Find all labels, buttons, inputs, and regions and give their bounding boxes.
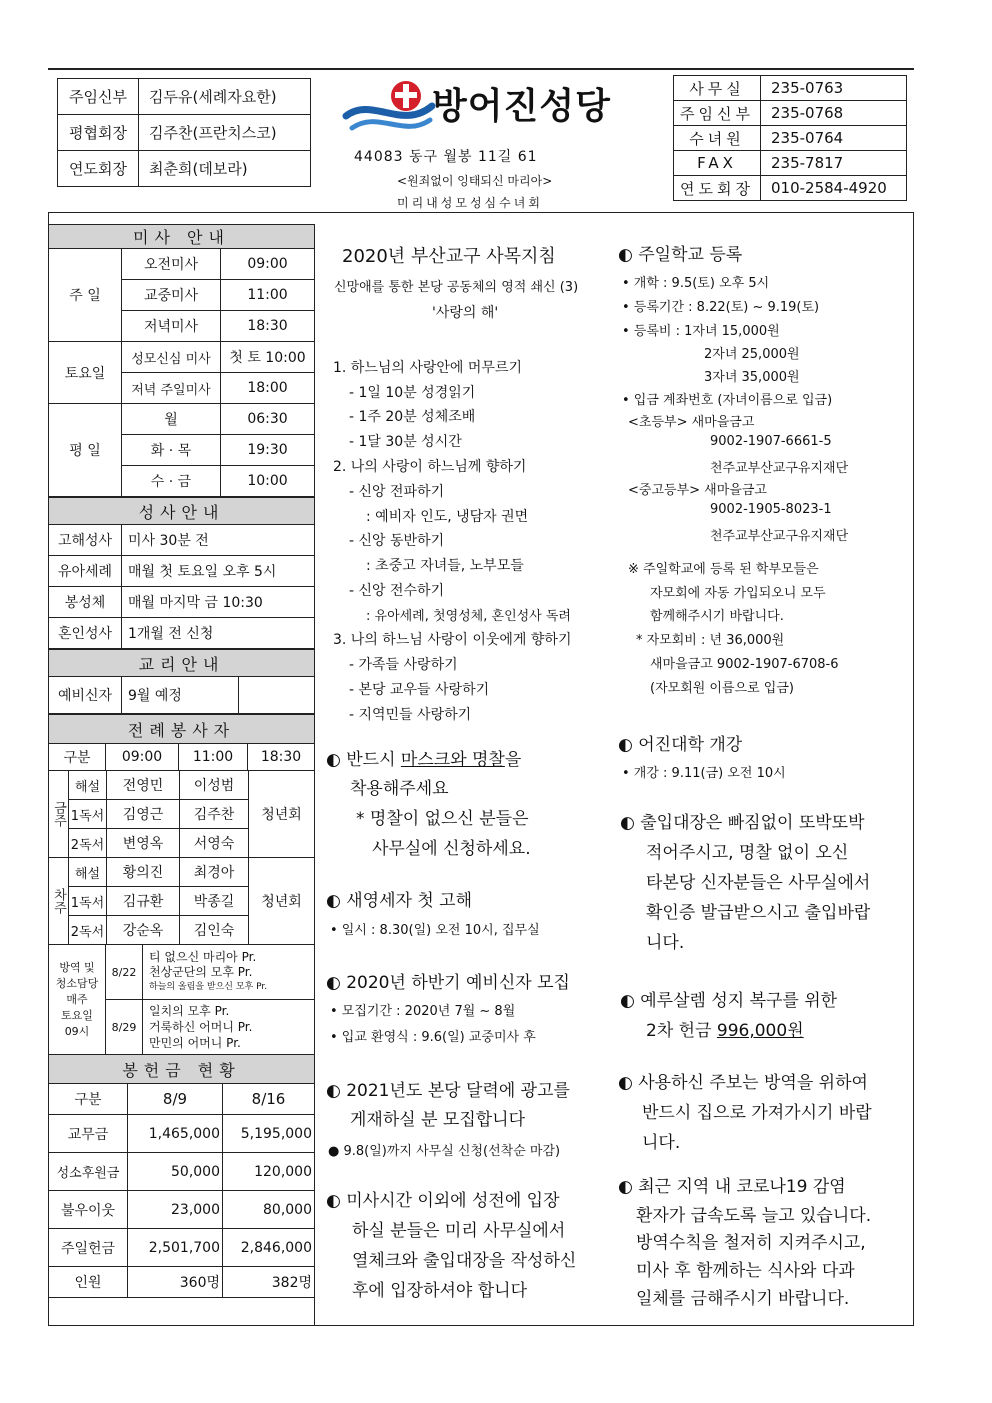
covid-notice: 환자가 급속도록 늘고 있습니다. [636, 1206, 872, 1226]
pastoral-line: 2. 나의 사랑이 하느님께 향하기 [333, 459, 527, 475]
sunday-school-line: 2자녀 25,000원 [704, 347, 800, 362]
offering-label: 불우이웃 [49, 1191, 128, 1229]
sunday-school-line: • 등록비 : 1자녀 15,000원 [622, 324, 780, 339]
mass-time: 09:00 [221, 249, 315, 280]
sunday-school-line: • 개학 : 9.5(토) 오후 5시 [622, 276, 770, 291]
offering-amount: 2,501,700 [128, 1229, 223, 1267]
contact-label: 수녀원 [674, 126, 761, 151]
entry-notice: ◐ 미사시간 이외에 성전에 입장 [326, 1191, 560, 1211]
entry-notice: 열체크와 출입대장을 작성하신 [352, 1251, 577, 1271]
sunday-school-line: 함께해주시기 바랍니다. [650, 609, 784, 624]
sunday-school-line: ※ 주일학교에 등록 된 학부모들은 [628, 562, 819, 577]
clergy-label: 평협회장 [58, 115, 139, 151]
offering-label: 인원 [49, 1267, 128, 1298]
entry-notice: 후에 입장하셔야 합니다 [352, 1281, 528, 1301]
contact-label: 주임신부 [674, 101, 761, 126]
role-label: 1독서 [69, 887, 107, 916]
calendar-title: 게재하실 분 모집합니다 [350, 1110, 526, 1130]
sunday-school-line: 천주교부산교구유지재단 [710, 461, 849, 476]
offering-amount: 5,195,000 [223, 1115, 315, 1153]
doctrine-title: 교리안내 [49, 650, 315, 677]
sunday-school-title: ◐ 주일학교 등록 [618, 245, 743, 265]
pastoral-line: : 예비자 인도, 냉담자 권면 [366, 509, 529, 525]
register-notice: ◐ 출입대장은 빠짐없이 또박또박 [620, 813, 865, 833]
confession-body: • 일시 : 8.30(일) 오전 10시, 집무실 [330, 923, 540, 938]
mass-name: 화 · 목 [122, 435, 221, 466]
offering-label: 교무금 [49, 1115, 128, 1153]
week-label: 금주 [49, 771, 69, 858]
sacrament-label: 봉성체 [49, 587, 122, 618]
mass-name: 성모신심 미사 [122, 342, 221, 373]
server-name: 김영근 [107, 800, 180, 829]
jerusalem-amount [646, 1016, 804, 1041]
server-name: 김주찬 [180, 800, 249, 829]
mass-time: 06:30 [221, 404, 315, 435]
mass-time: 10:00 [221, 466, 315, 497]
mass-name: 오전미사 [122, 249, 221, 280]
offering-amount: 80,000 [223, 1191, 315, 1229]
sunday-school-line: 3자녀 35,000원 [704, 370, 800, 385]
sacrament-label: 고해성사 [49, 525, 122, 556]
bulletin-notice: 반드시 집으로 가져가시기 바랍 [642, 1103, 872, 1123]
catechumen-title: ◐ 2020년 하반기 예비신자 모집 [326, 973, 570, 993]
cleaning-date: 8/29 [106, 1000, 143, 1055]
doctrine-blank [239, 677, 315, 714]
sunday-school-line: • 입금 계좌번호 (자녀이름으로 입금) [622, 393, 833, 408]
mass-name: 저녁 주일미사 [122, 373, 221, 404]
sunday-school-line: 새마을금고 9002-1907-6708-6 [650, 657, 839, 672]
sacrament-value: 1개월 전 신청 [122, 618, 315, 649]
server-name: 김인숙 [180, 916, 249, 945]
server-name: 변영옥 [107, 829, 180, 858]
contact-label: FAX [674, 151, 761, 176]
role-label: 2독서 [69, 916, 107, 945]
register-notice: 적어주시고, 명찰 없이 오신 [646, 843, 849, 863]
offering-amount: 120,000 [223, 1153, 315, 1191]
mass-name: 수 · 금 [122, 466, 221, 497]
contact-value: 235-0768 [761, 101, 907, 126]
register-notice: 타본당 신자분들은 사무실에서 [646, 873, 871, 893]
pastoral-line: - 신앙 전파하기 [349, 484, 445, 500]
pastoral-line: - 본당 교우들 사랑하기 [349, 682, 490, 698]
cleaning-group: 일치의 모후 Pr. [149, 1004, 230, 1018]
offering-header: 8/16 [223, 1084, 315, 1115]
sunday-school-line: <초등부> 새마을금고 [628, 415, 755, 430]
pastoral-line: - 1일 10분 성경읽기 [349, 385, 476, 401]
role-label: 해설 [69, 771, 107, 800]
cleaning-label-line: 청소담당 [55, 976, 99, 990]
sacrament-title: 성사안내 [49, 498, 315, 525]
sacrament-value: 매월 첫 토요일 오후 5시 [122, 556, 315, 587]
offering-amount: 23,000 [128, 1191, 223, 1229]
clergy-label: 연도회장 [58, 151, 139, 187]
week-label: 차주 [49, 858, 69, 945]
liturgy-week-table [48, 770, 315, 945]
sunday-label: 주 일 [49, 249, 122, 342]
clergy-label: 주임신부 [58, 79, 139, 115]
covid-notice: 일체를 금해주시기 바랍니다. [636, 1289, 850, 1309]
doctrine-label: 예비신자 [49, 677, 122, 714]
clergy-value: 김주찬(프란치스코) [139, 115, 311, 151]
offering-amount: 382명 [223, 1267, 315, 1298]
sunday-school-line: 자모회에 자동 가입되오니 모두 [650, 586, 826, 601]
role-label: 2독서 [69, 829, 107, 858]
mask-text: ◐ 반드시 [326, 750, 401, 770]
cleaning-label-line: 매주 [66, 992, 88, 1006]
offering-amount: 360명 [128, 1267, 223, 1298]
offering-amount: 2,846,000 [223, 1229, 315, 1267]
cleaning-date: 8/22 [106, 945, 143, 1000]
server-name: 최경아 [180, 858, 249, 887]
catechumen-line: • 입교 환영식 : 9.6(일) 교중미사 후 [330, 1030, 536, 1045]
server-name: 전영민 [107, 771, 180, 800]
clergy-value: 김두유(세례자요한) [139, 79, 311, 115]
register-notice: 니다. [646, 933, 685, 953]
mask-text-underlined: 마스크와 명찰 [400, 750, 505, 770]
offering-amount: 1,465,000 [128, 1115, 223, 1153]
cleaning-group: 거룩하신 어머니 Pr. [149, 1020, 253, 1034]
covid-notice: ◐ 최근 지역 내 코로나19 감염 [618, 1177, 846, 1197]
offering-title: 봉헌금 현황 [49, 1055, 315, 1084]
server-name: 이성범 [180, 771, 249, 800]
clergy-table [57, 78, 311, 187]
cleaning-group: 천상군단의 모후 Pr. [149, 964, 253, 979]
offering-header: 구분 [49, 1084, 128, 1115]
pastoral-title: 2020년 부산교구 사목지침 [342, 246, 556, 267]
parish-sisters: 미리내성모성심수녀회 [397, 196, 543, 210]
mask-text: * 명찰이 없으신 분들은 [356, 809, 529, 829]
server-name: 서영숙 [180, 829, 249, 858]
contact-value: 010-2584-4920 [761, 176, 907, 201]
clergy-value: 최춘희(데보라) [139, 151, 311, 187]
sunday-school-line: 9002-1905-8023-1 [710, 502, 832, 517]
pastoral-subtitle: 신망애를 통한 본당 공동체의 영적 쇄신 (3) [334, 280, 579, 295]
college-body: • 개강 : 9.11(금) 오전 10시 [622, 766, 786, 781]
cleaning-label [49, 945, 106, 1055]
catechumen-line: • 모집기간 : 2020년 7월 ~ 8월 [330, 1004, 516, 1019]
doctrine-value: 9월 예정 [122, 677, 239, 714]
sacrament-label: 혼인성사 [49, 618, 122, 649]
cleaning-group: 티 없으신 마리아 Pr. [149, 949, 257, 964]
mass-time: 18:00 [221, 373, 315, 404]
pastoral-line: - 신앙 동반하기 [349, 533, 445, 549]
mask-text: 을 [504, 750, 522, 770]
cleaning-table [48, 944, 315, 1055]
cleaning-groups [143, 1000, 315, 1055]
server-name: 김규환 [107, 887, 180, 916]
cleaning-group: 하늘의 올림을 받으신 모후 Pr. [149, 981, 268, 992]
offering-amount: 50,000 [128, 1153, 223, 1191]
left-panel [48, 224, 315, 1298]
confession-title: ◐ 새영세자 첫 고해 [326, 891, 472, 911]
mask-text: 착용해주세요 [350, 779, 449, 799]
calendar-title: ◐ 2021년도 본당 달력에 광고를 [326, 1081, 570, 1101]
pastoral-year: '사랑의 해' [432, 305, 499, 321]
role-label: 해설 [69, 858, 107, 887]
pastoral-line: : 초중고 자녀들, 노부모들 [366, 558, 524, 574]
sacrament-label: 유아세례 [49, 556, 122, 587]
mass-name: 저녁미사 [122, 311, 221, 342]
cleaning-group: 만민의 어머니 Pr. [149, 1036, 241, 1050]
offering-table [48, 1054, 315, 1298]
mass-name: 교중미사 [122, 280, 221, 311]
parish-address: 44083 동구 월봉 11길 61 [354, 149, 538, 165]
pastoral-line: - 신앙 전수하기 [349, 583, 445, 599]
jerusalem-text-underlined: 996,000원 [716, 1021, 804, 1041]
mass-table [48, 224, 315, 497]
doctrine-table [48, 649, 315, 714]
covid-notice: 방역수칙을 철저히 지켜주시고, [636, 1233, 866, 1253]
cleaning-label-line: 09시 [64, 1024, 90, 1038]
register-notice: 확인증 발급받으시고 출입바랍 [646, 903, 871, 923]
weekday-label: 평 일 [49, 404, 122, 497]
contact-value: 235-0763 [761, 76, 907, 101]
pastoral-line: - 1달 30분 성시간 [349, 434, 462, 450]
contact-value: 235-0764 [761, 126, 907, 151]
cleaning-label-line: 토요일 [61, 1008, 93, 1022]
top-rule [48, 68, 914, 70]
covid-notice: 미사 후 함께하는 식사와 다과 [636, 1261, 855, 1281]
sacrament-table [48, 497, 315, 649]
liturgy-header: 09:00 [106, 744, 179, 771]
bulletin-notice: ◐ 사용하신 주보는 방역을 위하여 [618, 1073, 868, 1093]
sacrament-value: 매월 마지막 금 10:30 [122, 587, 315, 618]
server-name: 박종길 [180, 887, 249, 916]
contact-value: 235-7817 [761, 151, 907, 176]
cleaning-label-line: 방역 및 [59, 960, 95, 974]
sacrament-value: 미사 30분 전 [122, 525, 315, 556]
evening-server: 청년회 [249, 771, 315, 858]
college-title: ◐ 어진대학 개강 [618, 735, 743, 755]
mass-time: 18:30 [221, 311, 315, 342]
liturgy-title: 전례봉사자 [49, 715, 315, 744]
pastoral-line: - 지역민들 사랑하기 [349, 707, 472, 723]
pastoral-line: 3. 나의 하느님 사랑이 이웃에게 향하기 [333, 632, 572, 648]
bulletin-notice: 니다. [642, 1133, 681, 1153]
offering-label: 주일헌금 [49, 1229, 128, 1267]
sunday-school-line: 9002-1907-6661-5 [710, 434, 832, 449]
sunday-school-line: 천주교부산교구유지재단 [710, 529, 849, 544]
mass-name: 월 [122, 404, 221, 435]
sunday-school-line: (자모회원 이름으로 입금) [650, 681, 794, 696]
liturgy-header: 18:30 [248, 744, 315, 771]
mass-time: 19:30 [221, 435, 315, 466]
parish-patron: <원죄없이 잉태되신 마리아> [397, 174, 553, 188]
contact-table [673, 75, 907, 201]
pastoral-line: - 가족들 사랑하기 [349, 657, 458, 673]
mass-time: 첫 토 10:00 [221, 342, 315, 373]
jerusalem-text: 2차 헌금 [646, 1021, 717, 1041]
contact-label: 연도회장 [674, 176, 761, 201]
mask-notice [326, 745, 521, 770]
sunday-school-line: • 등록기간 : 8.22(토) ~ 9.19(토) [622, 300, 820, 315]
jerusalem-notice: ◐ 예루살렘 성지 복구를 위한 [620, 991, 838, 1011]
offering-label: 성소후원금 [49, 1153, 128, 1191]
pastoral-line: 1. 하느님의 사랑안에 머무르기 [333, 360, 522, 376]
entry-notice: 하실 분들은 미리 사무실에서 [352, 1221, 566, 1241]
calendar-body: ● 9.8(일)까지 사무실 신청(선착순 마감) [328, 1144, 561, 1159]
role-label: 1독서 [69, 800, 107, 829]
mass-title: 미사 안내 [49, 225, 315, 249]
pastoral-line: - 1주 20분 성체조배 [349, 409, 476, 425]
mask-text: 사무실에 신청하세요. [372, 839, 531, 859]
sunday-school-line: <중고등부> 새마을금고 [628, 483, 767, 498]
cleaning-groups [143, 945, 315, 1000]
server-name: 강순옥 [107, 916, 180, 945]
mass-time: 11:00 [221, 280, 315, 311]
liturgy-header: 구분 [49, 744, 106, 771]
offering-header: 8/9 [128, 1084, 223, 1115]
liturgy-header: 11:00 [179, 744, 248, 771]
liturgy-table [48, 714, 315, 771]
server-name: 황의진 [107, 858, 180, 887]
sunday-school-line: * 자모회비 : 년 36,000원 [636, 633, 785, 648]
pastoral-line: : 유아세례, 첫영성체, 혼인성사 독려 [366, 609, 571, 624]
contact-label: 사무실 [674, 76, 761, 101]
saturday-label: 토요일 [49, 342, 122, 404]
evening-server: 청년회 [249, 858, 315, 945]
parish-name: 방어진성당 [432, 86, 611, 127]
